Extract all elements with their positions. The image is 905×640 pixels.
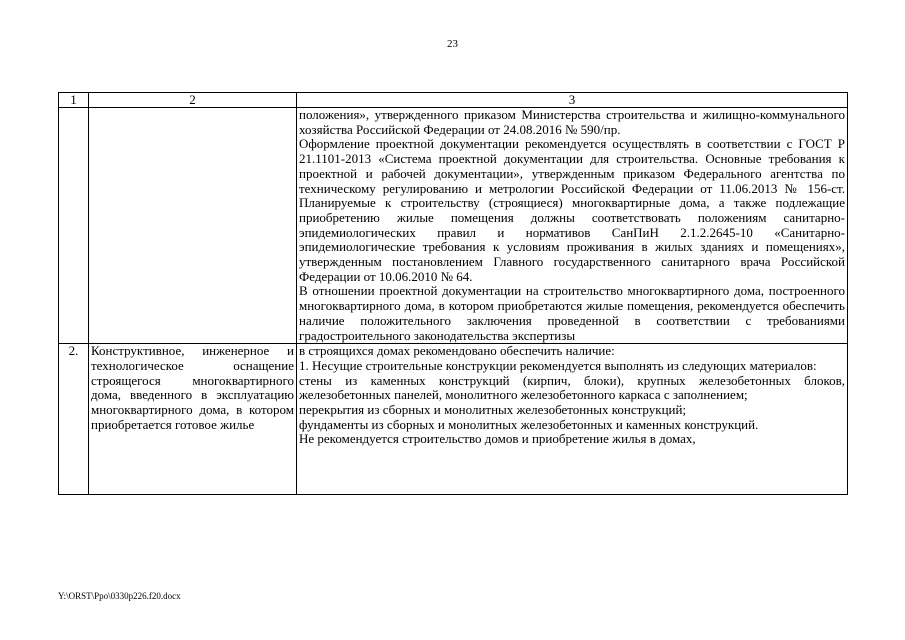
content-paragraph: Не рекомендуется строительство домов и приобретение жилья в домах, [299,431,696,447]
row-number [59,108,89,344]
page-number: 23 [447,38,458,50]
content-paragraph: перекрытия из сборных и монолитных железобетонных конструкций; [299,402,687,418]
table-row [59,108,848,344]
footer-file-path: Y:\ORST\Ppo\0330p226.f20.docx [58,591,181,601]
column-header-3: 3 [297,93,848,108]
content-paragraph: В отношении проектной документации на строительство многоквартирного дома, построенного многоквартирного дома, в котором приобретаются жилые помещения, рекомендуется обеспечить наличие положительного заключения проведенной в соответствии с требованиями градостроительного законодательства экспертизы [299,283,845,343]
table-row [59,344,848,495]
content-paragraph: Оформление проектной документации рекомендуется осуществлять в соответствии с ГОСТ Р 21.1101-2013 «Система проектной документации для строительства. Основные требования к проектной и рабочей документации», утвержденным приказом Федерального агентства по техническому регулированию и метрологии Российской Федерации от 11.06.2013 № 156-ст. Планируемые к строительству (строящиеся) многоквартирные дома, а также подлежащие приобретению жилые помещения должны соответствовать положениям санитарно-эпидемиологических правил и нормативов СанПиН 2.1.2.2645-10 «Санитарно-эпидемиологические требования к условиям проживания в жилых зданиях и помещениях», утвержденным постановлением Главного государственного санитарного врача Российской Федерации от 10.06.2010 № 64. [299,136,845,284]
column-header-1: 1 [59,93,89,108]
table-header-row [59,93,848,108]
row-content-clip [299,344,845,494]
column-header-2: 2 [89,93,297,108]
content-paragraph: 1. Несущие строительные конструкции рекомендуется выполнять из следующих материалов: [299,357,817,373]
row-number: 2. [59,344,89,495]
content-paragraph: фундаменты из сборных и монолитных железобетонных и каменных конструкций. [299,416,759,432]
row-subject [89,108,297,344]
content-paragraph: в строящихся домах рекомендовано обеспечить наличие: [299,344,615,359]
row-content [297,108,848,344]
requirements-table [58,92,848,495]
content-paragraph: стены из каменных конструкций (кирпич, блоки), крупных железобетонных блоков, железобетонных панелей, монолитного железобетонного каркаса с заполнением; [299,372,845,403]
content-paragraph: положения», утвержденного приказом Министерства строительства и жилищно-коммунального хозяйства Российской Федерации от 24.08.2016 № 590/пр. [299,107,845,137]
row-subject: Конструктивное, инженерное и технологическое оснащение строящегося многоквартирного дома, введенного в эксплуатацию многоквартирного дома, в котором приобретается готовое жилье [89,344,297,495]
row-content [297,344,848,495]
